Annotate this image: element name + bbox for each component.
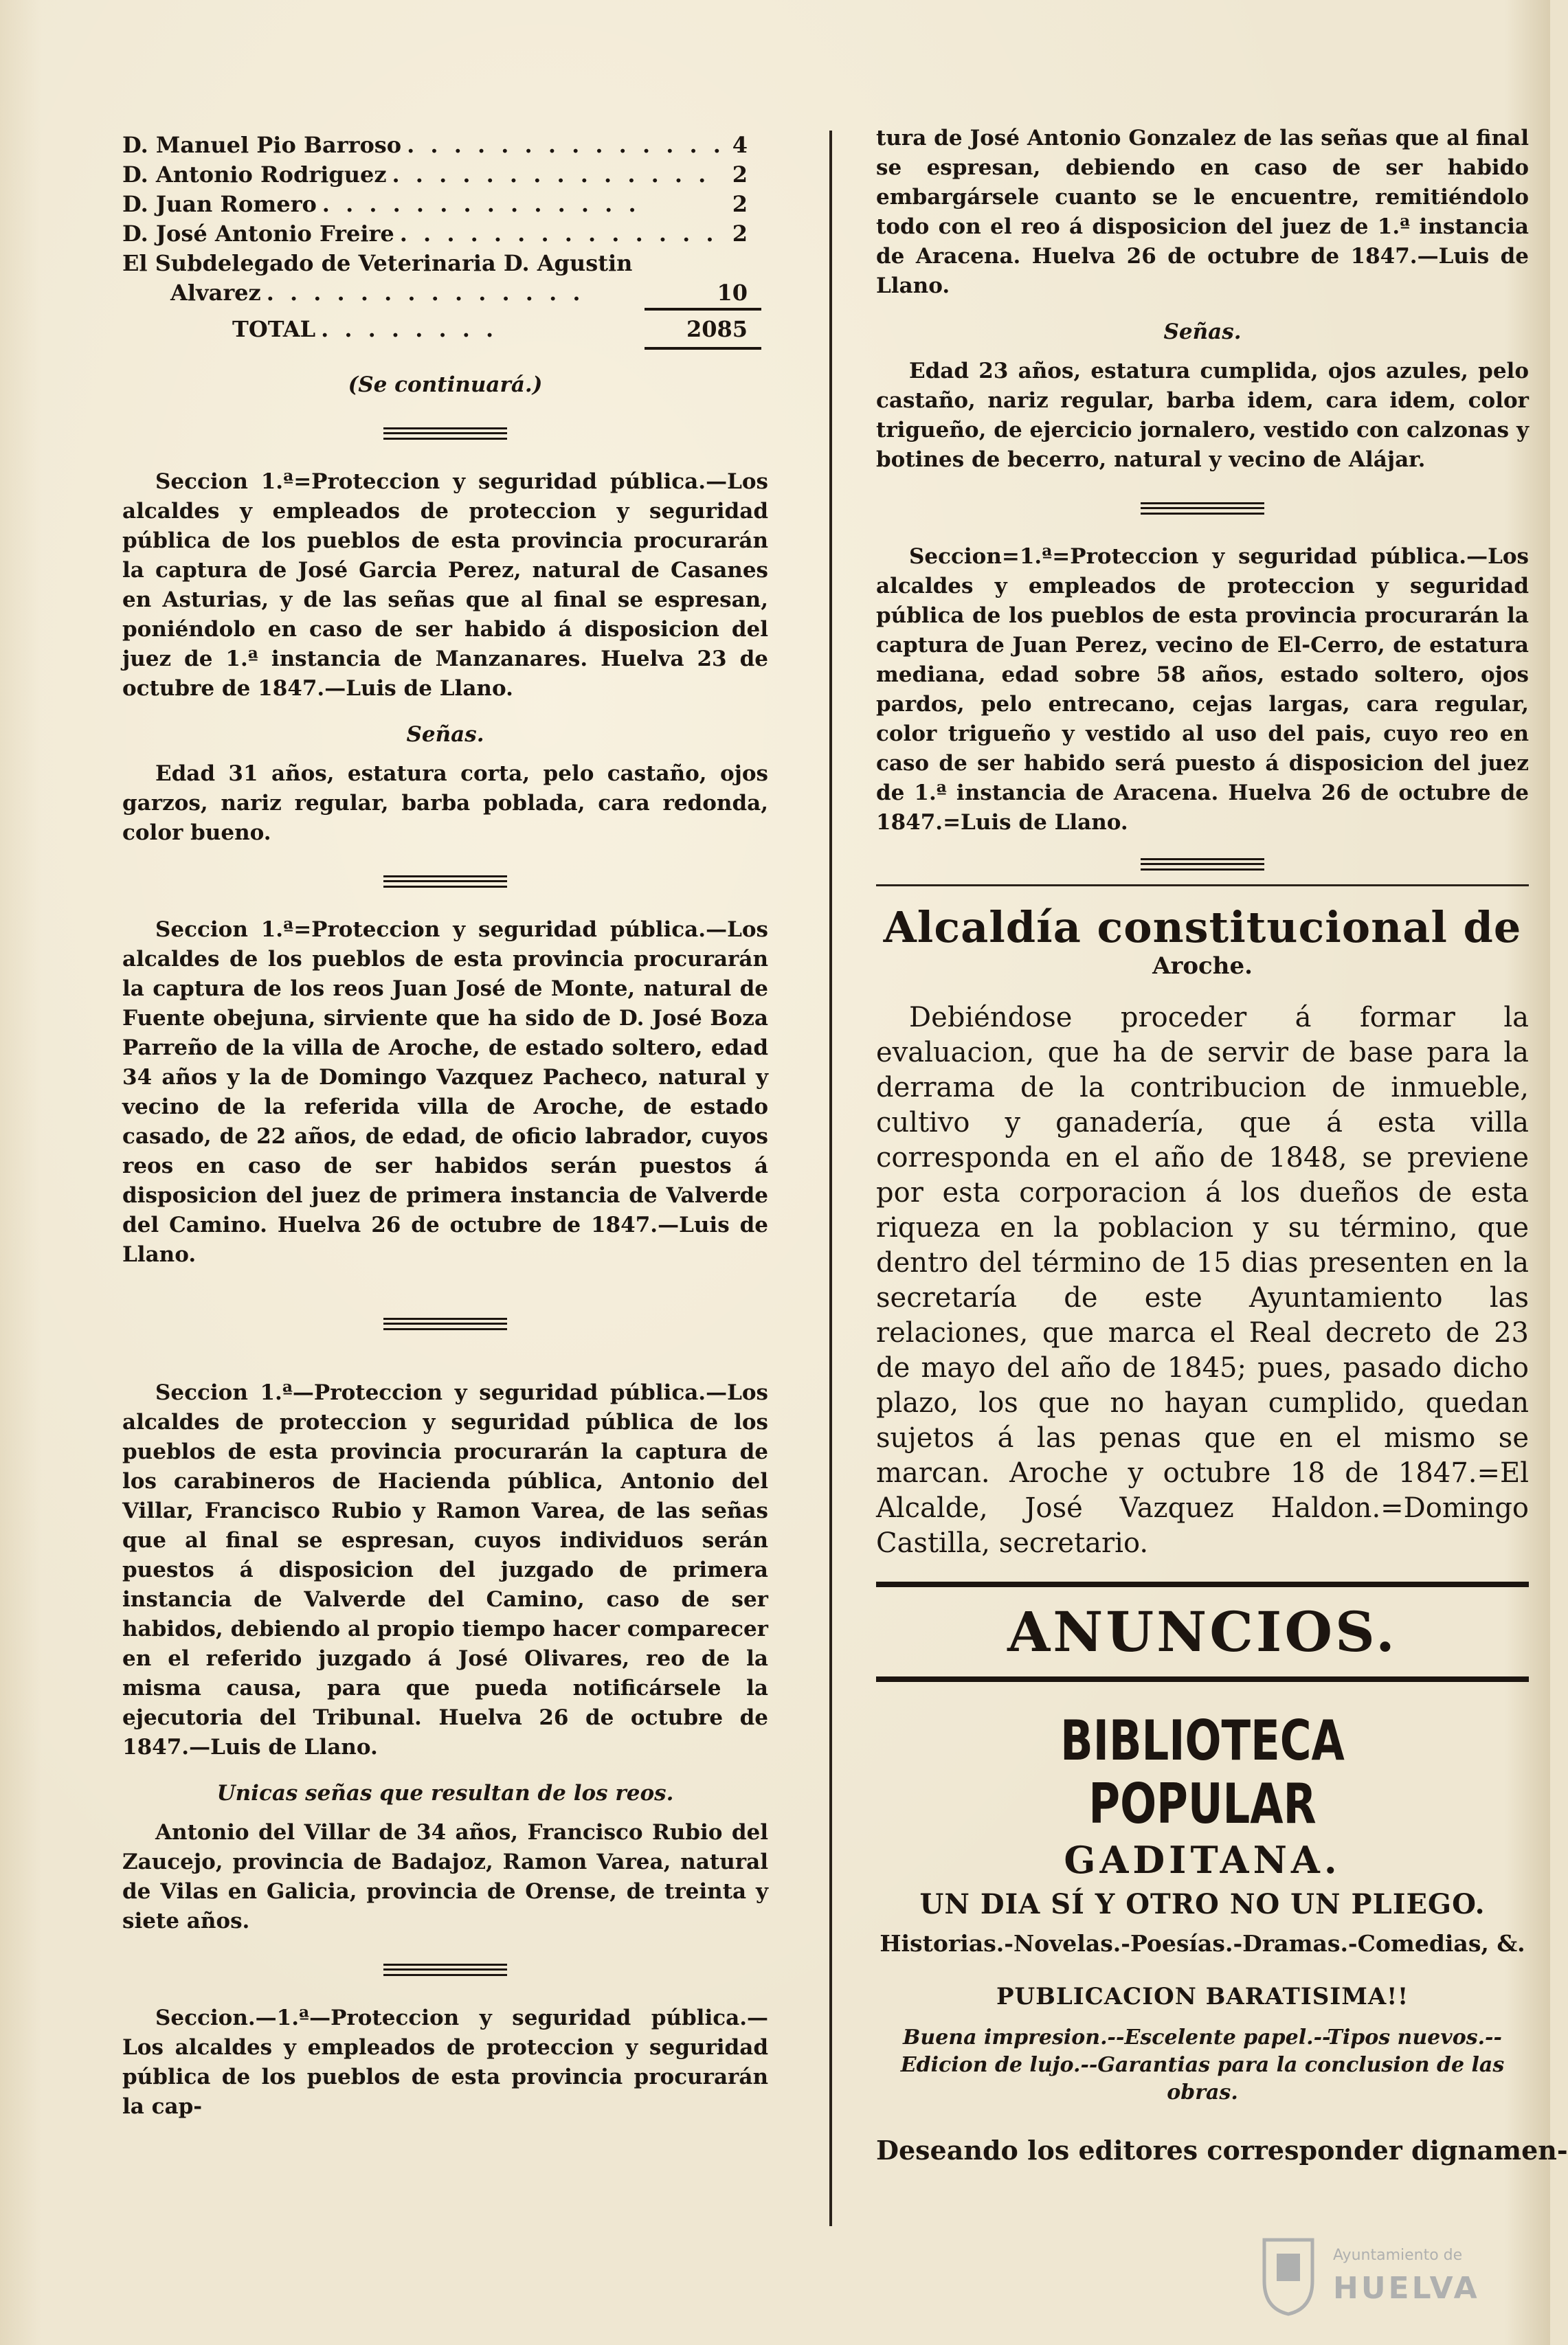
separator <box>1141 858 1264 871</box>
total-rule <box>645 347 761 350</box>
section-rule <box>876 1582 1529 1587</box>
notice-seccion-1c: Seccion 1.ª—Proteccion y seguridad pública.—Los alcaldes de proteccion y seguridad pública de los pueblos de esta provincia procurarán la captura de los carabineros de Hacienda pública, Antonio del Villar, Francisco Rubio y Ramon Varea, de las señas que al final se espresan, cuyos individuos serán puestos á disposicion del juzgado de primera instancia de Valverde del Camino, caso de ser habidos, debiendo al propio tiempo hacer comparecer en el referido juzgado á José Olivares, reo de la misma causa, para que pueda notificársele la ejecutoria del Tribunal. Huelva 26 de octubre de 1847.—Luis de Llano. <box>122 1380 768 1760</box>
notice-continuation: tura de José Antonio Gonzalez de las señas que al final se espresan, debiendo en caso de ser habido embargársele cuanto se le encuentre, remitiéndolo todo con el reo á disposicion del juez de 1.ª instancia de Aracena. Huelva 26 de octubre de 1847.—Luis de Llano. <box>876 126 1529 298</box>
biblioteca-title: BIBLIOTECA POPULAR <box>1060 1709 1345 1836</box>
total-label: TOTAL <box>232 316 316 342</box>
alcaldia-subtitle: Aroche. <box>1152 952 1253 980</box>
senas-text: Edad 31 años, estatura corta, pelo castaño, ojos garzos, nariz regular, barba poblada, cara redonda, color bueno. <box>122 761 768 845</box>
donor-name: Alvarez <box>170 280 261 306</box>
separator <box>383 875 507 888</box>
section-rule <box>876 884 1529 886</box>
continued-note: (Se continuará.) <box>348 372 543 397</box>
donor-list <box>122 131 768 350</box>
donor-amount: 2 <box>732 191 748 217</box>
senas-heading: Señas. <box>1163 319 1242 344</box>
senas-heading: Señas. <box>406 722 484 747</box>
donor-row: Alvarez . . . . . . . . . . . . . . 10 <box>122 278 768 308</box>
senas-text: Edad 23 años, estatura cumplida, ojos azules, pelo castaño, nariz regular, barba idem, cara idem, color trigueño, de ejercicio jornalero, vestido con calzonas y botines de becerro, natural y vecino de Alájar. <box>876 359 1529 472</box>
right-column <box>876 124 1568 2167</box>
alcaldia-title: Alcaldía constitucional de <box>883 902 1522 952</box>
biblioteca-subtitle: GADITANA. <box>1064 1838 1341 1882</box>
watermark-big-text: HUELVA <box>1333 2271 1480 2306</box>
notice-seccion-1d: Seccion.—1.ª—Proteccion y seguridad pública.—Los alcaldes y empleados de proteccion y seguridad pública de los pueblos de esta provincia procurarán la cap- <box>122 2006 768 2119</box>
total-row: TOTAL . . . . . . . . 2085 <box>122 315 768 344</box>
donor-name: El Subdelegado de Veterinaria D. Agustin <box>122 250 633 276</box>
biblioteca-features: Buena impresion.--Escelente papel.--Tipos nuevos.--Edicion de lujo.--Garantias para la conclusion de las obras. <box>900 2026 1505 2105</box>
donor-amount: 2 <box>732 161 748 188</box>
donor-name: D. Antonio Rodriguez <box>122 161 387 188</box>
left-column <box>122 131 768 2122</box>
separator <box>383 1964 507 1976</box>
notice-seccion-r2: Seccion=1.ª=Proteccion y seguridad pública.—Los alcaldes y empleados de proteccion y seguridad pública de los pueblos de esta provincia procurarán la captura de Juan Perez, vecino de El-Cerro, de estatura mediana, edad sobre 58 años, estado soltero, ojos pardos, pelo entrecano, cejas largas, cara regular, color trigueño y vestido al uso del pais, cuyo reo en caso de ser habido será puesto á disposicion del juez de 1.ª instancia de Aracena. Huelva 26 de octubre de 1847.=Luis de Llano. <box>876 544 1529 835</box>
total-rule <box>645 308 761 311</box>
watermark-small-text: Ayuntamiento de <box>1333 2247 1463 2264</box>
section-rule <box>876 1676 1529 1682</box>
separator <box>383 427 507 440</box>
shield-icon <box>1257 2233 1319 2315</box>
donor-amount: 4 <box>732 132 748 158</box>
notice-seccion-1a: Seccion 1.ª=Proteccion y seguridad pública.—Los alcaldes y empleados de proteccion y seguridad pública de los pueblos de esta provincia procurarán la captura de José Garcia Perez, natural de Casanes en Asturias, y de las señas que al final se espresan, poniéndolo en caso de ser habido á disposicion del juez de 1.ª instancia de Manzanares. Huelva 23 de octubre de 1847.—Luis de Llano. <box>122 469 768 701</box>
donor-row: D. José Antonio Freire . . . . . . . . . . . . . . 2 <box>122 219 768 249</box>
senas-text: Antonio del Villar de 34 años, Francisco Rubio del Zaucejo, provincia de Badajoz, Ramon Varea, natural de Vilas en Galicia, provincia de Orense, de treinta y siete años. <box>122 1820 768 1933</box>
donor-name: D. José Antonio Freire <box>122 221 394 247</box>
biblioteca-genres: Historias.-Novelas.-Poesías.-Dramas.-Comedias, &. <box>880 1930 1525 1957</box>
senas-heading: Unicas señas que resultan de los reos. <box>216 1781 674 1806</box>
biblioteca-tagline: UN DIA SÍ Y OTRO NO UN PLIEGO. <box>919 1888 1486 1920</box>
donor-amount: 10 <box>717 280 748 306</box>
donor-name: D. Juan Romero <box>122 191 317 217</box>
donor-row: D. Juan Romero . . . . . . . . . . . . . . 2 <box>122 190 768 219</box>
donor-row <box>122 249 768 278</box>
column-divider <box>829 131 832 2226</box>
donor-name: D. Manuel Pio Barroso <box>122 132 402 158</box>
notice-seccion-1b: Seccion 1.ª=Proteccion y seguridad pública.—Los alcaldes de los pueblos de esta provincia procurarán la captura de los reos Juan José de Monte, natural de Fuente obejuna, sirviente que ha sido de D. José Boza Parreño de la villa de Aroche, de estado soltero, edad 34 años y la de Domingo Vazquez Pacheco, natural y vecino de la referida villa de Aroche, de estado casado, de 22 años, de edad, de oficio labrador, cuyos reos en caso de ser habidos serán puestos á disposicion del juez de primera instancia de Valverde del Camino. Huelva 26 de octubre de 1847.—Luis de Llano. <box>122 917 768 1267</box>
biblioteca-price-note: PUBLICACION BARATISIMA!! <box>996 1983 1409 2010</box>
alcaldia-body: Debiéndose proceder á formar la evaluacion, que ha de servir de base para la derrama de la contribucion de inmueble, cultivo y ganadería, que á esta villa corresponda en el año de 1848, se previene por esta corporacion á los dueños de esta riqueza en la poblacion y su término, que dentro del término de 15 dias presenten en la secretaría de este Ayuntamiento las relaciones, que marca el Real decreto de 23 de mayo del año de 1845; pues, pasado dicho plazo, los que no hayan cumplido, quedan sujetos á las penas que en el mismo se marcan. Aroche y octubre 18 de 1847.=El Alcalde, José Vazquez Haldon.=Domingo Castilla, secretario. <box>876 1002 1529 1559</box>
separator <box>383 1318 507 1330</box>
donor-row: D. Manuel Pio Barroso . . . . . . . . . . . . . . 4 <box>122 131 768 160</box>
separator <box>1141 502 1264 515</box>
total-amount: 2085 <box>686 316 748 342</box>
ayuntamiento-huelva-watermark <box>1257 2233 1532 2329</box>
biblioteca-intro: Deseando los editores corresponder dignamen- <box>876 2135 1568 2166</box>
donor-row: D. Antonio Rodriguez . . . . . . . . . . . . . . 2 <box>122 160 768 190</box>
donor-amount: 2 <box>732 221 748 247</box>
anuncios-heading: ANUNCIOS. <box>1007 1600 1398 1664</box>
